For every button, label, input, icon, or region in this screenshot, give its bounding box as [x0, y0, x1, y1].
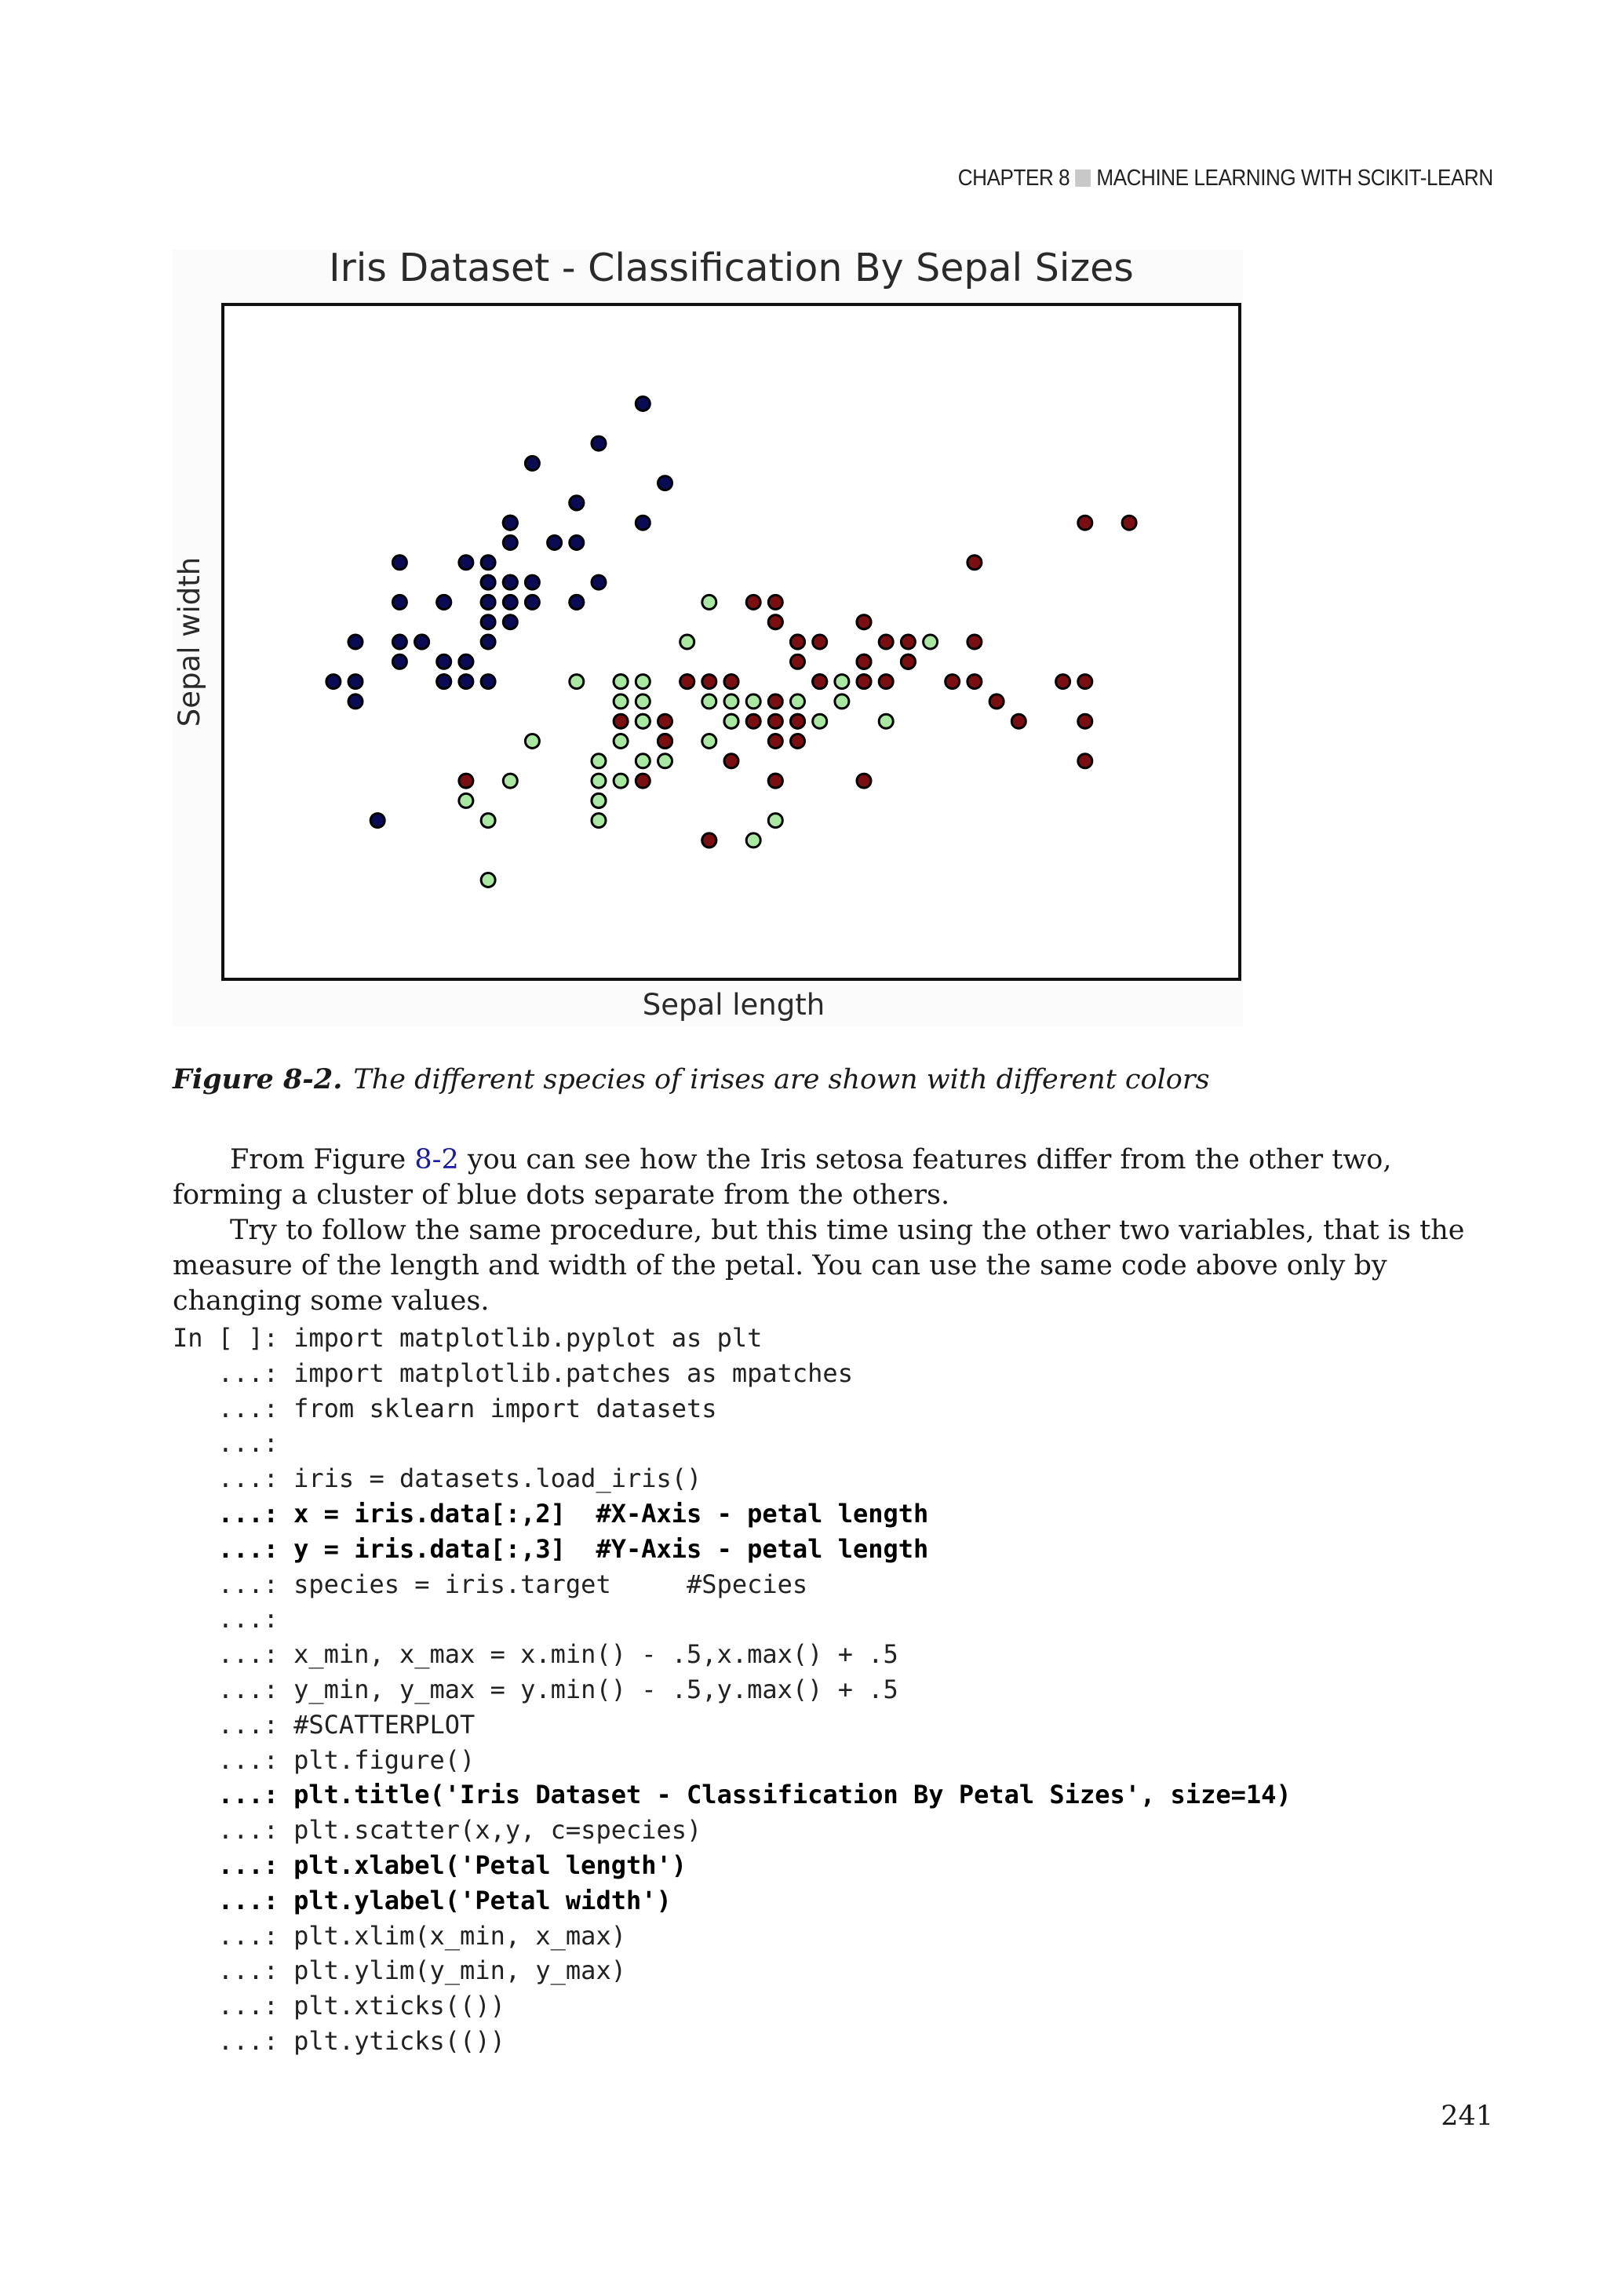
- scatter-point: [481, 814, 495, 828]
- plot-frame: [223, 304, 1240, 979]
- scatter-point: [857, 774, 871, 788]
- scatter-point: [1122, 516, 1136, 530]
- x-axis-label: Sepal length: [642, 988, 825, 1022]
- scatter-point: [437, 675, 451, 689]
- code-line: ...: #SCATTERPLOT: [173, 1709, 476, 1740]
- scatter-point: [548, 536, 562, 550]
- scatter-point: [636, 774, 650, 788]
- scatter-point: [614, 714, 628, 728]
- scatter-point: [967, 635, 982, 649]
- scatter-point: [459, 654, 473, 669]
- scatter-point: [570, 496, 584, 510]
- scatter-point: [813, 675, 827, 689]
- code-line-bold: ...: x = iris.data[:,2] #X-Axis - petal length: [173, 1498, 929, 1529]
- body-paragraph-2: Try to follow the same procedure, but this time using the other two variables, that is the measure of the length and width of the petal. You can use the same code above only by changing some values.: [173, 1215, 1465, 1317]
- scatter-point: [768, 734, 782, 749]
- scatter-point: [791, 694, 805, 709]
- scatter-point: [481, 873, 495, 887]
- scatter-point: [791, 714, 805, 728]
- scatter-point: [702, 734, 716, 749]
- header-separator-square: [1076, 169, 1091, 187]
- scatter-point: [901, 654, 915, 669]
- scatter-point: [592, 793, 606, 807]
- scatter-point: [525, 734, 539, 749]
- scatter-point: [791, 654, 805, 669]
- scatter-point: [525, 456, 539, 470]
- scatter-point: [525, 575, 539, 589]
- scatter-point: [835, 675, 849, 689]
- scatter-point: [702, 694, 716, 709]
- code-line: ...: iris = datasets.load_iris(): [173, 1463, 702, 1494]
- scatter-point: [570, 595, 584, 609]
- scatter-point: [636, 397, 650, 411]
- scatter-point: [857, 675, 871, 689]
- scatter-point: [967, 675, 982, 689]
- scatter-point: [481, 675, 495, 689]
- code-line: ...: plt.scatter(x,y, c=species): [173, 1815, 702, 1846]
- scatter-point: [459, 774, 473, 788]
- scatter-point: [724, 754, 738, 768]
- scatter-point: [1078, 516, 1092, 530]
- figure-caption: [173, 1063, 1210, 1095]
- code-line: ...: plt.xlim(x_min, x_max): [173, 1920, 626, 1951]
- scatter-point: [813, 714, 827, 728]
- scatter-point: [702, 833, 716, 847]
- scatter-point: [437, 654, 451, 669]
- scatter-point: [857, 654, 871, 669]
- scatter-point: [614, 675, 628, 689]
- scatter-point: [348, 694, 363, 709]
- scatter-point: [481, 635, 495, 649]
- code-line: ...: plt.xticks(()): [173, 1991, 505, 2021]
- figure-reference-link[interactable]: 8-2: [414, 1144, 459, 1175]
- scatter-point: [503, 595, 517, 609]
- scatter-point: [1078, 754, 1092, 768]
- y-axis-label: Sepal width: [173, 556, 206, 727]
- scatter-point: [791, 635, 805, 649]
- figure-caption-label: Figure 8-2.: [173, 1063, 343, 1095]
- scatter-point: [724, 694, 738, 709]
- scatter-point: [503, 536, 517, 550]
- scatter-point: [1056, 675, 1070, 689]
- scatter-point: [636, 714, 650, 728]
- body-paragraph-1: [173, 1143, 1507, 1213]
- scatter-point: [481, 595, 495, 609]
- scatter-point: [702, 595, 716, 609]
- code-line-bold: ...: plt.ylabel('Petal width'): [173, 1885, 672, 1915]
- scatter-point: [791, 734, 805, 749]
- scatter-point: [1078, 675, 1092, 689]
- scatter-point: [879, 635, 893, 649]
- scatter-point: [746, 694, 760, 709]
- scatter-point: [946, 675, 960, 689]
- scatter-point: [724, 714, 738, 728]
- scatter-point: [503, 575, 517, 589]
- scatter-point: [481, 556, 495, 570]
- scatter-point: [592, 436, 606, 450]
- scatter-point: [989, 694, 1004, 709]
- scatter-point: [901, 635, 915, 649]
- scatter-point: [835, 694, 849, 709]
- scatter-point: [636, 516, 650, 530]
- code-line: In [ ]: import matplotlib.pyplot as plt: [173, 1323, 763, 1353]
- code-line: ...: from sklearn import datasets: [173, 1393, 717, 1423]
- scatter-point: [1078, 714, 1092, 728]
- paragraph-text: you can see how the Iris setosa features differ from the other two, forming a cluster of blue dots separate from the others.: [173, 1144, 1392, 1211]
- scatter-point: [680, 635, 694, 649]
- scatter-point: [658, 476, 672, 490]
- scatter-point: [503, 516, 517, 530]
- scatter-point: [768, 615, 782, 629]
- scatter-point: [525, 595, 539, 609]
- scatter-point: [636, 754, 650, 768]
- scatter-point: [658, 754, 672, 768]
- scatter-point: [592, 774, 606, 788]
- scatter-point: [481, 575, 495, 589]
- scatter-point: [768, 714, 782, 728]
- scatter-point: [348, 635, 363, 649]
- scatter-point: [459, 556, 473, 570]
- scatter-point: [724, 675, 738, 689]
- scatter-point: [702, 675, 716, 689]
- scatter-point: [924, 635, 938, 649]
- figure-caption-text: The different species of irises are shown with different colors: [353, 1064, 1210, 1095]
- scatter-point: [503, 615, 517, 629]
- scatter-point: [570, 675, 584, 689]
- scatter-point: [768, 774, 782, 788]
- scatter-point: [437, 595, 451, 609]
- code-line: ...:: [173, 1604, 279, 1635]
- code-line-bold: ...: plt.title('Iris Dataset - Classification By Petal Sizes', size=14): [173, 1780, 1292, 1810]
- code-line: ...: plt.yticks(()): [173, 2025, 505, 2056]
- scatter-point: [370, 814, 384, 828]
- scatter-point: [658, 714, 672, 728]
- scatter-point: [879, 714, 893, 728]
- scatter-point: [636, 694, 650, 709]
- scatter-point: [570, 536, 584, 550]
- scatter-point: [392, 654, 406, 669]
- scatter-point: [459, 793, 473, 807]
- code-line: ...: species = iris.target #Species: [173, 1569, 808, 1599]
- scatter-point: [326, 675, 341, 689]
- scatter-point: [879, 675, 893, 689]
- scatter-point: [768, 694, 782, 709]
- scatter-point: [636, 675, 650, 689]
- scatter-point: [392, 556, 406, 570]
- scatter-point: [746, 833, 760, 847]
- scatter-chart: [173, 250, 1243, 1026]
- code-line: ...: plt.ylim(y_min, y_max): [173, 1955, 626, 1986]
- chapter-title: MACHINE LEARNING WITH SCIKIT-LEARN: [1096, 166, 1493, 191]
- code-line: ...:: [173, 1428, 279, 1459]
- chart-title: Iris Dataset - Classification By Sepal Sizes: [329, 250, 1134, 290]
- scatter-point: [746, 714, 760, 728]
- scatter-point: [1011, 714, 1026, 728]
- code-line: ...: y_min, y_max = y.min() - .5,y.max() + .5: [173, 1674, 898, 1704]
- paragraph-text: From Figure: [230, 1144, 415, 1175]
- code-line: ...: x_min, x_max = x.min() - .5,x.max() + .5: [173, 1639, 898, 1670]
- code-line: ...: plt.figure(): [173, 1744, 476, 1775]
- chapter-label: CHAPTER 8: [958, 166, 1070, 191]
- scatter-point: [592, 814, 606, 828]
- scatter-point: [392, 635, 406, 649]
- scatter-point: [481, 615, 495, 629]
- scatter-point: [768, 814, 782, 828]
- scatter-point: [415, 635, 429, 649]
- scatter-point: [459, 675, 473, 689]
- page-number: 241: [1441, 2101, 1493, 2132]
- scatter-point: [503, 774, 517, 788]
- code-block: [173, 1321, 1292, 2059]
- scatter-point: [813, 635, 827, 649]
- figure-8-2: [173, 250, 1243, 1026]
- scatter-point: [614, 734, 628, 749]
- scatter-point: [592, 575, 606, 589]
- running-header: [958, 166, 1493, 191]
- code-line-bold: ...: y = iris.data[:,3] #Y-Axis - petal length: [173, 1533, 929, 1564]
- scatter-point: [746, 595, 760, 609]
- scatter-point: [967, 556, 982, 570]
- code-line: ...: import matplotlib.patches as mpatches: [173, 1358, 853, 1388]
- scatter-point: [768, 595, 782, 609]
- scatter-point: [592, 754, 606, 768]
- scatter-point: [658, 734, 672, 749]
- scatter-point: [614, 774, 628, 788]
- scatter-point: [392, 595, 406, 609]
- scatter-point: [680, 675, 694, 689]
- scatter-point: [348, 675, 363, 689]
- code-line-bold: ...: plt.xlabel('Petal length'): [173, 1850, 687, 1880]
- scatter-point: [614, 694, 628, 709]
- scatter-point: [857, 615, 871, 629]
